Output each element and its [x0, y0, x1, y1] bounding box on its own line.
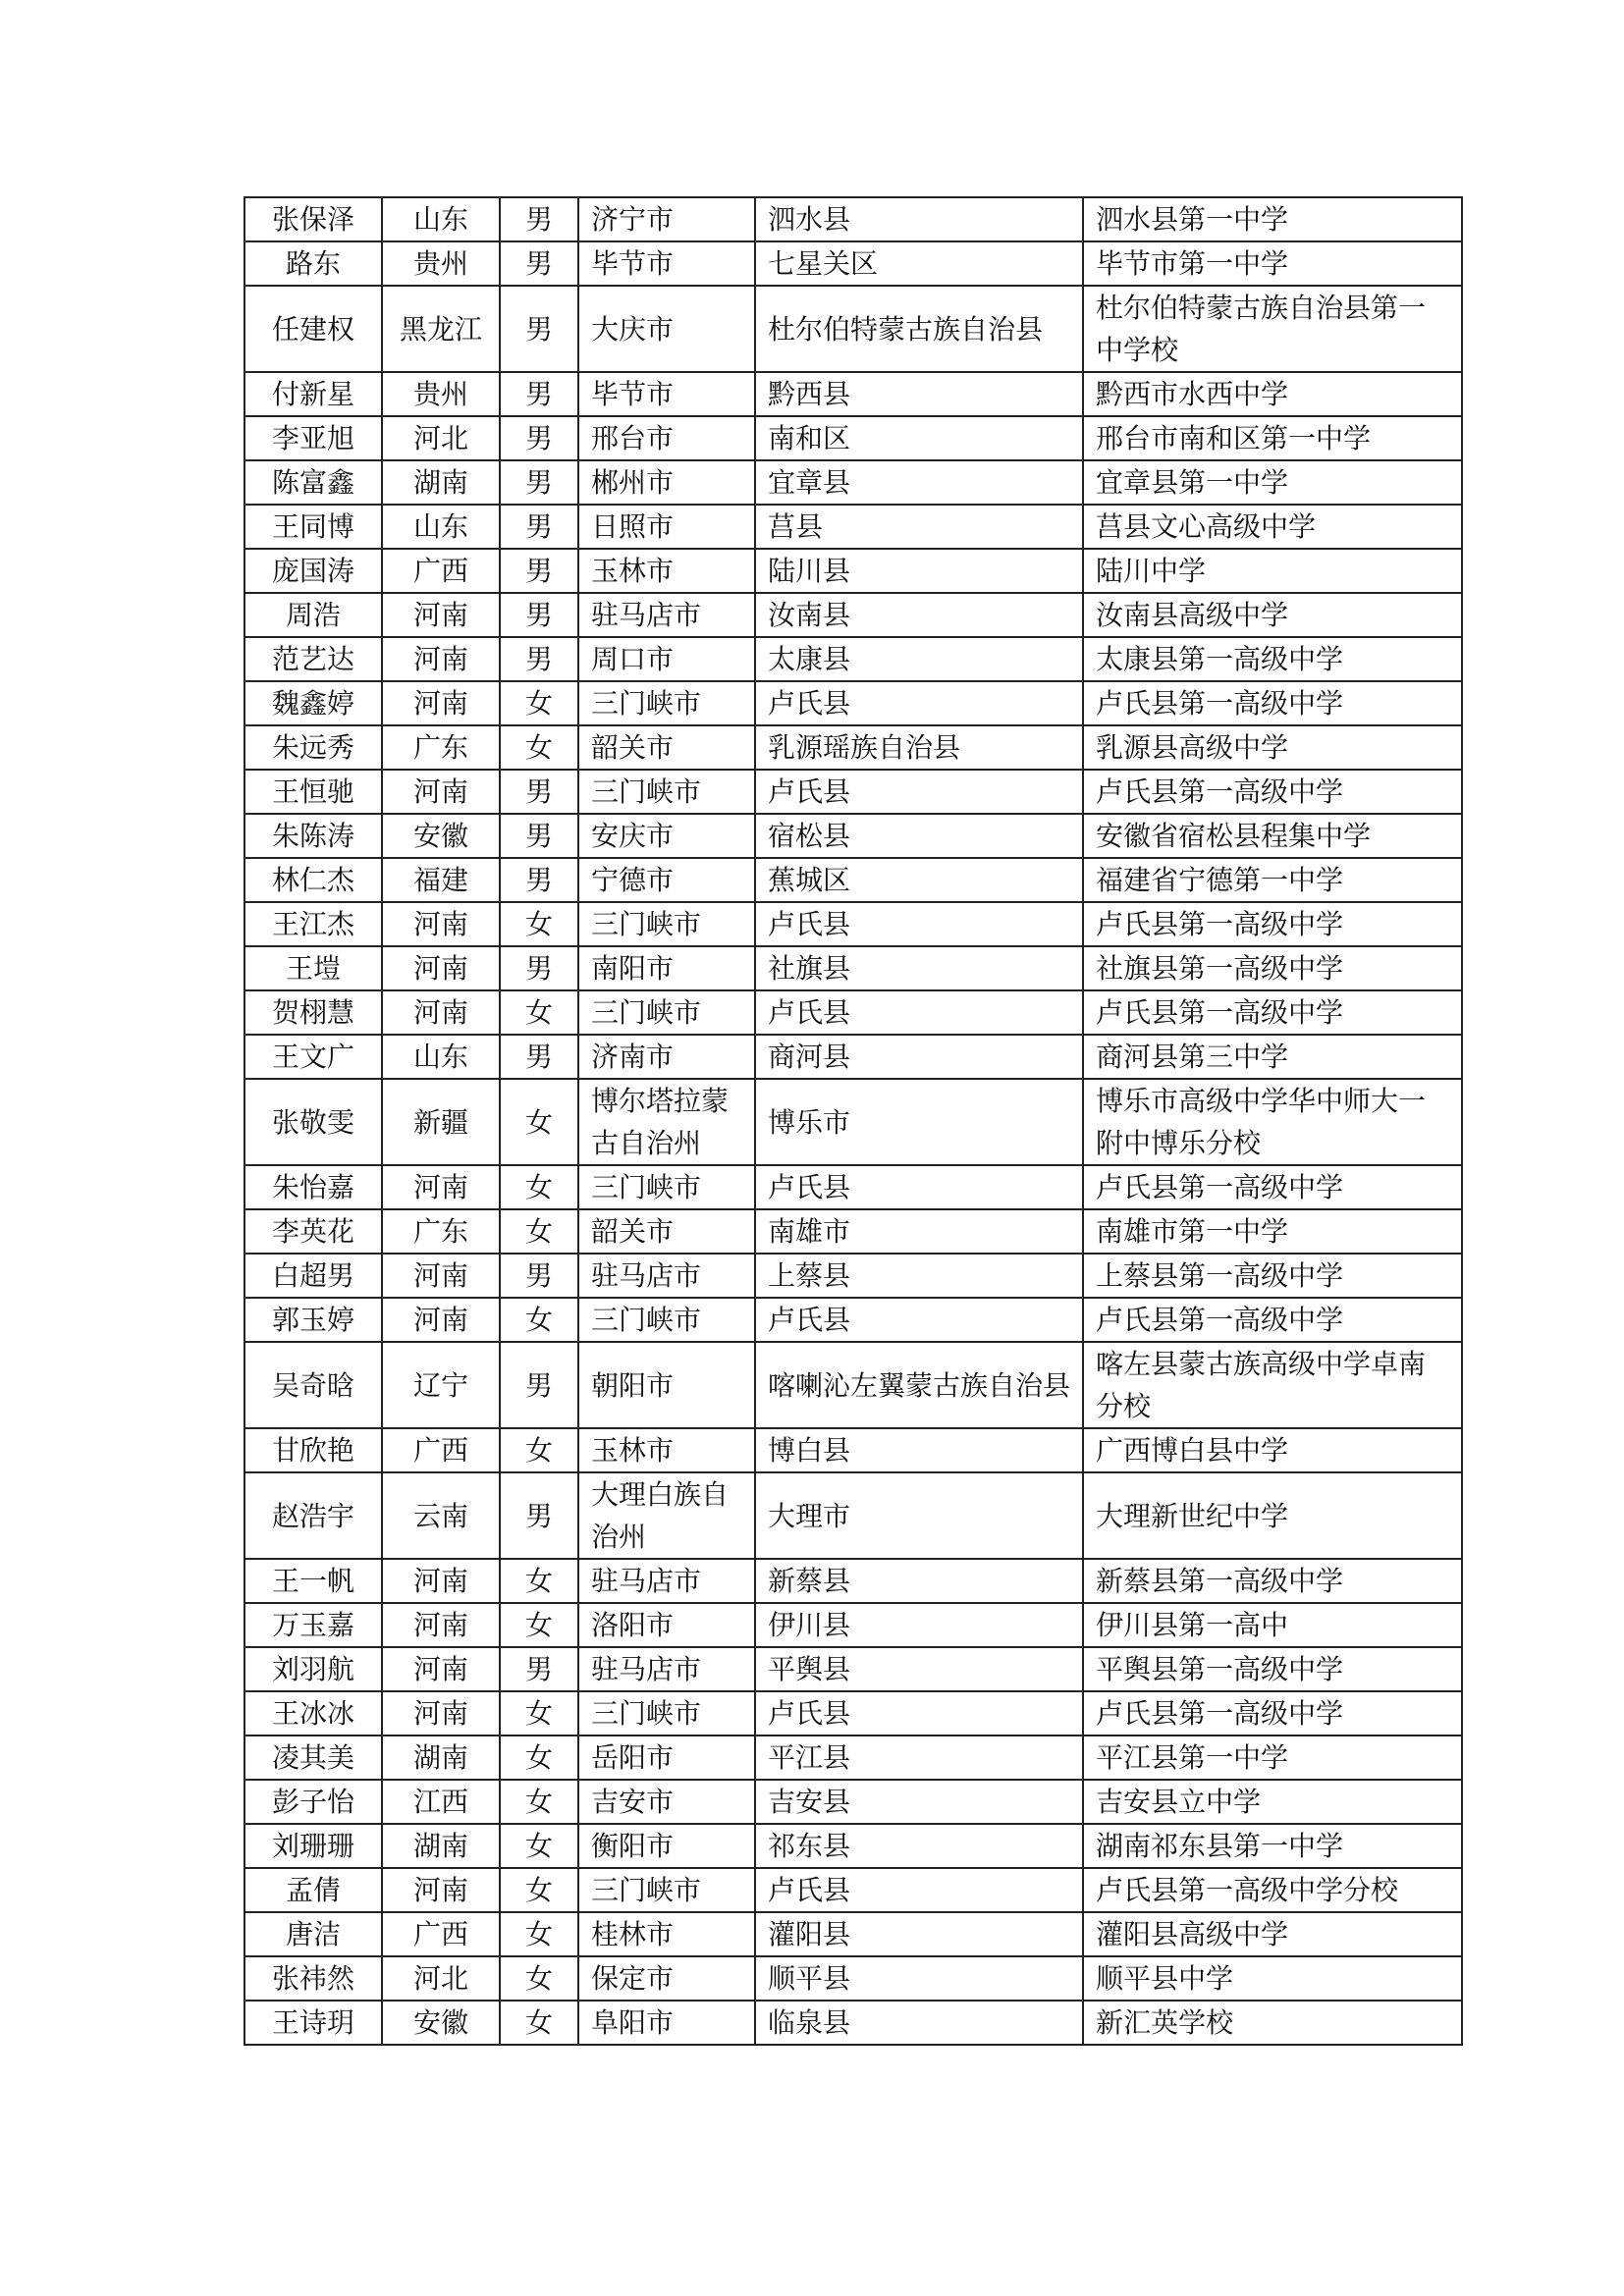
- city-cell: 博尔塔拉蒙古自治州: [578, 1079, 755, 1165]
- gender-cell: 男: [500, 1342, 578, 1428]
- county-cell: 太康县: [755, 637, 1083, 681]
- school-cell: 邢台市南和区第一中学: [1083, 416, 1462, 460]
- gender-cell: 女: [500, 1165, 578, 1209]
- school-cell: 博乐市高级中学华中师大一附中博乐分校: [1083, 1079, 1462, 1165]
- school-cell: 宜章县第一中学: [1083, 460, 1462, 505]
- city-cell: 宁德市: [578, 858, 755, 902]
- city-cell: 岳阳市: [578, 1735, 755, 1780]
- gender-cell: 女: [500, 1691, 578, 1735]
- city-cell: 驻马店市: [578, 593, 755, 637]
- student-name-cell: 白超男: [244, 1254, 382, 1298]
- table-row: [244, 1035, 1462, 1079]
- county-cell: 喀喇沁左翼蒙古族自治县: [755, 1342, 1083, 1428]
- city-cell: 朝阳市: [578, 1342, 755, 1428]
- gender-cell: 男: [500, 505, 578, 549]
- school-cell: 泗水县第一中学: [1083, 197, 1462, 241]
- province-cell: 山东: [382, 197, 500, 241]
- table-row: [244, 1780, 1462, 1824]
- province-cell: 福建: [382, 858, 500, 902]
- table-row: [244, 1824, 1462, 1868]
- school-cell: 平舆县第一高级中学: [1083, 1647, 1462, 1691]
- student-name-cell: 王一帆: [244, 1559, 382, 1603]
- county-cell: 卢氏县: [755, 681, 1083, 725]
- table-row: [244, 1868, 1462, 1912]
- city-cell: 安庆市: [578, 814, 755, 858]
- gender-cell: 女: [500, 1428, 578, 1472]
- school-cell: 卢氏县第一高级中学: [1083, 1298, 1462, 1342]
- table-row: [244, 725, 1462, 770]
- county-cell: 新蔡县: [755, 1559, 1083, 1603]
- school-cell: 湖南祁东县第一中学: [1083, 1824, 1462, 1868]
- county-cell: 南和区: [755, 416, 1083, 460]
- table-row: [244, 1735, 1462, 1780]
- student-name-cell: 张祎然: [244, 1956, 382, 2001]
- student-roster-table: [244, 196, 1463, 2046]
- gender-cell: 男: [500, 372, 578, 416]
- province-cell: 广东: [382, 725, 500, 770]
- city-cell: 大理白族自治州: [578, 1472, 755, 1559]
- school-cell: 灌阳县高级中学: [1083, 1912, 1462, 1956]
- gender-cell: 男: [500, 416, 578, 460]
- gender-cell: 女: [500, 1079, 578, 1165]
- province-cell: 云南: [382, 1472, 500, 1559]
- table-row: [244, 1691, 1462, 1735]
- table-row: [244, 990, 1462, 1035]
- county-cell: 卢氏县: [755, 902, 1083, 946]
- city-cell: 三门峡市: [578, 1165, 755, 1209]
- province-cell: 安徽: [382, 2001, 500, 2045]
- table-row: [244, 1603, 1462, 1647]
- city-cell: 驻马店市: [578, 1647, 755, 1691]
- student-name-cell: 吴奇晗: [244, 1342, 382, 1428]
- table-row: [244, 637, 1462, 681]
- student-name-cell: 王塏: [244, 946, 382, 990]
- gender-cell: 女: [500, 725, 578, 770]
- gender-cell: 女: [500, 1780, 578, 1824]
- province-cell: 贵州: [382, 241, 500, 286]
- table-row: [244, 1647, 1462, 1691]
- county-cell: 南雄市: [755, 1209, 1083, 1254]
- county-cell: 卢氏县: [755, 1868, 1083, 1912]
- school-cell: 卢氏县第一高级中学: [1083, 990, 1462, 1035]
- province-cell: 河南: [382, 681, 500, 725]
- gender-cell: 女: [500, 1868, 578, 1912]
- table-row: [244, 505, 1462, 549]
- table-row: [244, 1956, 1462, 2001]
- county-cell: 卢氏县: [755, 990, 1083, 1035]
- gender-cell: 男: [500, 197, 578, 241]
- student-name-cell: 林仁杰: [244, 858, 382, 902]
- gender-cell: 男: [500, 1035, 578, 1079]
- school-cell: 乳源县高级中学: [1083, 725, 1462, 770]
- city-cell: 毕节市: [578, 372, 755, 416]
- city-cell: 邢台市: [578, 416, 755, 460]
- school-cell: 太康县第一高级中学: [1083, 637, 1462, 681]
- city-cell: 济宁市: [578, 197, 755, 241]
- gender-cell: 女: [500, 1559, 578, 1603]
- school-cell: 顺平县中学: [1083, 1956, 1462, 2001]
- table-row: [244, 1209, 1462, 1254]
- province-cell: 广东: [382, 1209, 500, 1254]
- county-cell: 陆川县: [755, 549, 1083, 593]
- table-row: [244, 286, 1462, 372]
- city-cell: 驻马店市: [578, 1559, 755, 1603]
- city-cell: 三门峡市: [578, 990, 755, 1035]
- gender-cell: 男: [500, 460, 578, 505]
- gender-cell: 男: [500, 946, 578, 990]
- city-cell: 三门峡市: [578, 1868, 755, 1912]
- county-cell: 卢氏县: [755, 770, 1083, 814]
- student-name-cell: 朱远秀: [244, 725, 382, 770]
- province-cell: 河南: [382, 1691, 500, 1735]
- city-cell: 三门峡市: [578, 1691, 755, 1735]
- city-cell: 三门峡市: [578, 681, 755, 725]
- school-cell: 莒县文心高级中学: [1083, 505, 1462, 549]
- city-cell: 桂林市: [578, 1912, 755, 1956]
- school-cell: 卢氏县第一高级中学: [1083, 770, 1462, 814]
- student-name-cell: 唐洁: [244, 1912, 382, 1956]
- city-cell: 郴州市: [578, 460, 755, 505]
- gender-cell: 女: [500, 1298, 578, 1342]
- county-cell: 泗水县: [755, 197, 1083, 241]
- city-cell: 周口市: [578, 637, 755, 681]
- county-cell: 蕉城区: [755, 858, 1083, 902]
- school-cell: 吉安县立中学: [1083, 1780, 1462, 1824]
- county-cell: 宜章县: [755, 460, 1083, 505]
- province-cell: 广西: [382, 549, 500, 593]
- school-cell: 卢氏县第一高级中学: [1083, 902, 1462, 946]
- city-cell: 南阳市: [578, 946, 755, 990]
- gender-cell: 女: [500, 2001, 578, 2045]
- gender-cell: 女: [500, 1912, 578, 1956]
- table-row: [244, 1298, 1462, 1342]
- city-cell: 日照市: [578, 505, 755, 549]
- gender-cell: 女: [500, 902, 578, 946]
- gender-cell: 女: [500, 1735, 578, 1780]
- city-cell: 衡阳市: [578, 1824, 755, 1868]
- school-cell: 喀左县蒙古族高级中学卓南分校: [1083, 1342, 1462, 1428]
- table-row: [244, 593, 1462, 637]
- city-cell: 保定市: [578, 1956, 755, 2001]
- province-cell: 河南: [382, 637, 500, 681]
- school-cell: 卢氏县第一高级中学: [1083, 681, 1462, 725]
- county-cell: 平江县: [755, 1735, 1083, 1780]
- gender-cell: 男: [500, 593, 578, 637]
- gender-cell: 男: [500, 1647, 578, 1691]
- student-name-cell: 万玉嘉: [244, 1603, 382, 1647]
- province-cell: 湖南: [382, 460, 500, 505]
- school-cell: 陆川中学: [1083, 549, 1462, 593]
- city-cell: 三门峡市: [578, 770, 755, 814]
- county-cell: 宿松县: [755, 814, 1083, 858]
- county-cell: 博乐市: [755, 1079, 1083, 1165]
- province-cell: 河南: [382, 1298, 500, 1342]
- student-name-cell: 李亚旭: [244, 416, 382, 460]
- school-cell: 汝南县高级中学: [1083, 593, 1462, 637]
- province-cell: 湖南: [382, 1735, 500, 1780]
- student-name-cell: 刘珊珊: [244, 1824, 382, 1868]
- student-name-cell: 张保泽: [244, 197, 382, 241]
- county-cell: 顺平县: [755, 1956, 1083, 2001]
- province-cell: 河南: [382, 1647, 500, 1691]
- student-name-cell: 任建权: [244, 286, 382, 372]
- table-row: [244, 1559, 1462, 1603]
- gender-cell: 男: [500, 770, 578, 814]
- gender-cell: 男: [500, 1472, 578, 1559]
- school-cell: 新蔡县第一高级中学: [1083, 1559, 1462, 1603]
- county-cell: 吉安县: [755, 1780, 1083, 1824]
- city-cell: 玉林市: [578, 549, 755, 593]
- student-name-cell: 陈富鑫: [244, 460, 382, 505]
- student-name-cell: 朱怡嘉: [244, 1165, 382, 1209]
- table-row: [244, 1254, 1462, 1298]
- county-cell: 上蔡县: [755, 1254, 1083, 1298]
- county-cell: 大理市: [755, 1472, 1083, 1559]
- gender-cell: 男: [500, 637, 578, 681]
- student-name-cell: 彭子怡: [244, 1780, 382, 1824]
- student-name-cell: 付新星: [244, 372, 382, 416]
- student-name-cell: 王冰冰: [244, 1691, 382, 1735]
- table-row: [244, 1079, 1462, 1165]
- school-cell: 新汇英学校: [1083, 2001, 1462, 2045]
- table-row: [244, 770, 1462, 814]
- county-cell: 乳源瑶族自治县: [755, 725, 1083, 770]
- gender-cell: 女: [500, 1209, 578, 1254]
- student-name-cell: 魏鑫婷: [244, 681, 382, 725]
- school-cell: 卢氏县第一高级中学分校: [1083, 1868, 1462, 1912]
- county-cell: 杜尔伯特蒙古族自治县: [755, 286, 1083, 372]
- table-row: [244, 814, 1462, 858]
- student-name-cell: 王同博: [244, 505, 382, 549]
- table-row: [244, 241, 1462, 286]
- student-name-cell: 朱陈涛: [244, 814, 382, 858]
- province-cell: 安徽: [382, 814, 500, 858]
- school-cell: 安徽省宿松县程集中学: [1083, 814, 1462, 858]
- province-cell: 河南: [382, 902, 500, 946]
- province-cell: 贵州: [382, 372, 500, 416]
- gender-cell: 男: [500, 814, 578, 858]
- province-cell: 河南: [382, 1559, 500, 1603]
- county-cell: 卢氏县: [755, 1691, 1083, 1735]
- province-cell: 湖南: [382, 1824, 500, 1868]
- city-cell: 韶关市: [578, 725, 755, 770]
- gender-cell: 男: [500, 286, 578, 372]
- province-cell: 广西: [382, 1428, 500, 1472]
- province-cell: 河南: [382, 1254, 500, 1298]
- student-name-cell: 凌其美: [244, 1735, 382, 1780]
- province-cell: 新疆: [382, 1079, 500, 1165]
- table-row: [244, 1428, 1462, 1472]
- school-cell: 卢氏县第一高级中学: [1083, 1165, 1462, 1209]
- student-name-cell: 王江杰: [244, 902, 382, 946]
- school-cell: 伊川县第一高中: [1083, 1603, 1462, 1647]
- student-name-cell: 王恒驰: [244, 770, 382, 814]
- gender-cell: 女: [500, 681, 578, 725]
- table-row: [244, 2001, 1462, 2045]
- gender-cell: 男: [500, 549, 578, 593]
- county-cell: 黔西县: [755, 372, 1083, 416]
- county-cell: 七星关区: [755, 241, 1083, 286]
- table-row: [244, 858, 1462, 902]
- province-cell: 黑龙江: [382, 286, 500, 372]
- table-row: [244, 681, 1462, 725]
- city-cell: 大庆市: [578, 286, 755, 372]
- county-cell: 灌阳县: [755, 1912, 1083, 1956]
- roster-body: [244, 197, 1462, 2045]
- province-cell: 河南: [382, 770, 500, 814]
- table-row: [244, 460, 1462, 505]
- gender-cell: 女: [500, 1603, 578, 1647]
- city-cell: 吉安市: [578, 1780, 755, 1824]
- school-cell: 杜尔伯特蒙古族自治县第一中学校: [1083, 286, 1462, 372]
- province-cell: 河南: [382, 990, 500, 1035]
- table-row: [244, 416, 1462, 460]
- county-cell: 卢氏县: [755, 1298, 1083, 1342]
- county-cell: 平舆县: [755, 1647, 1083, 1691]
- table-row: [244, 902, 1462, 946]
- student-name-cell: 庞国涛: [244, 549, 382, 593]
- school-cell: 社旗县第一高级中学: [1083, 946, 1462, 990]
- county-cell: 临泉县: [755, 2001, 1083, 2045]
- city-cell: 洛阳市: [578, 1603, 755, 1647]
- province-cell: 河南: [382, 1868, 500, 1912]
- school-cell: 黔西市水西中学: [1083, 372, 1462, 416]
- county-cell: 商河县: [755, 1035, 1083, 1079]
- table-row: [244, 946, 1462, 990]
- table-row: [244, 1165, 1462, 1209]
- province-cell: 河南: [382, 593, 500, 637]
- gender-cell: 男: [500, 1254, 578, 1298]
- table-row: [244, 1472, 1462, 1559]
- student-name-cell: 郭玉婷: [244, 1298, 382, 1342]
- student-name-cell: 贺栩慧: [244, 990, 382, 1035]
- county-cell: 祁东县: [755, 1824, 1083, 1868]
- city-cell: 三门峡市: [578, 1298, 755, 1342]
- student-name-cell: 张敬雯: [244, 1079, 382, 1165]
- city-cell: 韶关市: [578, 1209, 755, 1254]
- province-cell: 河南: [382, 1603, 500, 1647]
- province-cell: 山东: [382, 1035, 500, 1079]
- city-cell: 玉林市: [578, 1428, 755, 1472]
- table-row: [244, 1342, 1462, 1428]
- school-cell: 上蔡县第一高级中学: [1083, 1254, 1462, 1298]
- gender-cell: 男: [500, 858, 578, 902]
- county-cell: 社旗县: [755, 946, 1083, 990]
- province-cell: 江西: [382, 1780, 500, 1824]
- city-cell: 阜阳市: [578, 2001, 755, 2045]
- school-cell: 福建省宁德第一中学: [1083, 858, 1462, 902]
- gender-cell: 女: [500, 990, 578, 1035]
- student-name-cell: 赵浩宇: [244, 1472, 382, 1559]
- student-name-cell: 孟倩: [244, 1868, 382, 1912]
- province-cell: 河南: [382, 1165, 500, 1209]
- county-cell: 博白县: [755, 1428, 1083, 1472]
- county-cell: 卢氏县: [755, 1165, 1083, 1209]
- student-name-cell: 李英花: [244, 1209, 382, 1254]
- county-cell: 汝南县: [755, 593, 1083, 637]
- table-row: [244, 197, 1462, 241]
- table-row: [244, 1912, 1462, 1956]
- city-cell: 驻马店市: [578, 1254, 755, 1298]
- province-cell: 辽宁: [382, 1342, 500, 1428]
- school-cell: 广西博白县中学: [1083, 1428, 1462, 1472]
- student-name-cell: 路东: [244, 241, 382, 286]
- student-name-cell: 周浩: [244, 593, 382, 637]
- county-cell: 莒县: [755, 505, 1083, 549]
- gender-cell: 女: [500, 1956, 578, 2001]
- student-name-cell: 王诗玥: [244, 2001, 382, 2045]
- province-cell: 广西: [382, 1912, 500, 1956]
- province-cell: 河南: [382, 946, 500, 990]
- school-cell: 商河县第三中学: [1083, 1035, 1462, 1079]
- province-cell: 河北: [382, 416, 500, 460]
- student-name-cell: 范艺达: [244, 637, 382, 681]
- student-name-cell: 甘欣艳: [244, 1428, 382, 1472]
- school-cell: 毕节市第一中学: [1083, 241, 1462, 286]
- gender-cell: 男: [500, 241, 578, 286]
- city-cell: 三门峡市: [578, 902, 755, 946]
- school-cell: 卢氏县第一高级中学: [1083, 1691, 1462, 1735]
- county-cell: 伊川县: [755, 1603, 1083, 1647]
- school-cell: 南雄市第一中学: [1083, 1209, 1462, 1254]
- city-cell: 毕节市: [578, 241, 755, 286]
- student-name-cell: 王文广: [244, 1035, 382, 1079]
- table-row: [244, 549, 1462, 593]
- school-cell: 大理新世纪中学: [1083, 1472, 1462, 1559]
- school-cell: 平江县第一中学: [1083, 1735, 1462, 1780]
- city-cell: 济南市: [578, 1035, 755, 1079]
- gender-cell: 女: [500, 1824, 578, 1868]
- table-row: [244, 372, 1462, 416]
- province-cell: 山东: [382, 505, 500, 549]
- province-cell: 河北: [382, 1956, 500, 2001]
- student-name-cell: 刘羽航: [244, 1647, 382, 1691]
